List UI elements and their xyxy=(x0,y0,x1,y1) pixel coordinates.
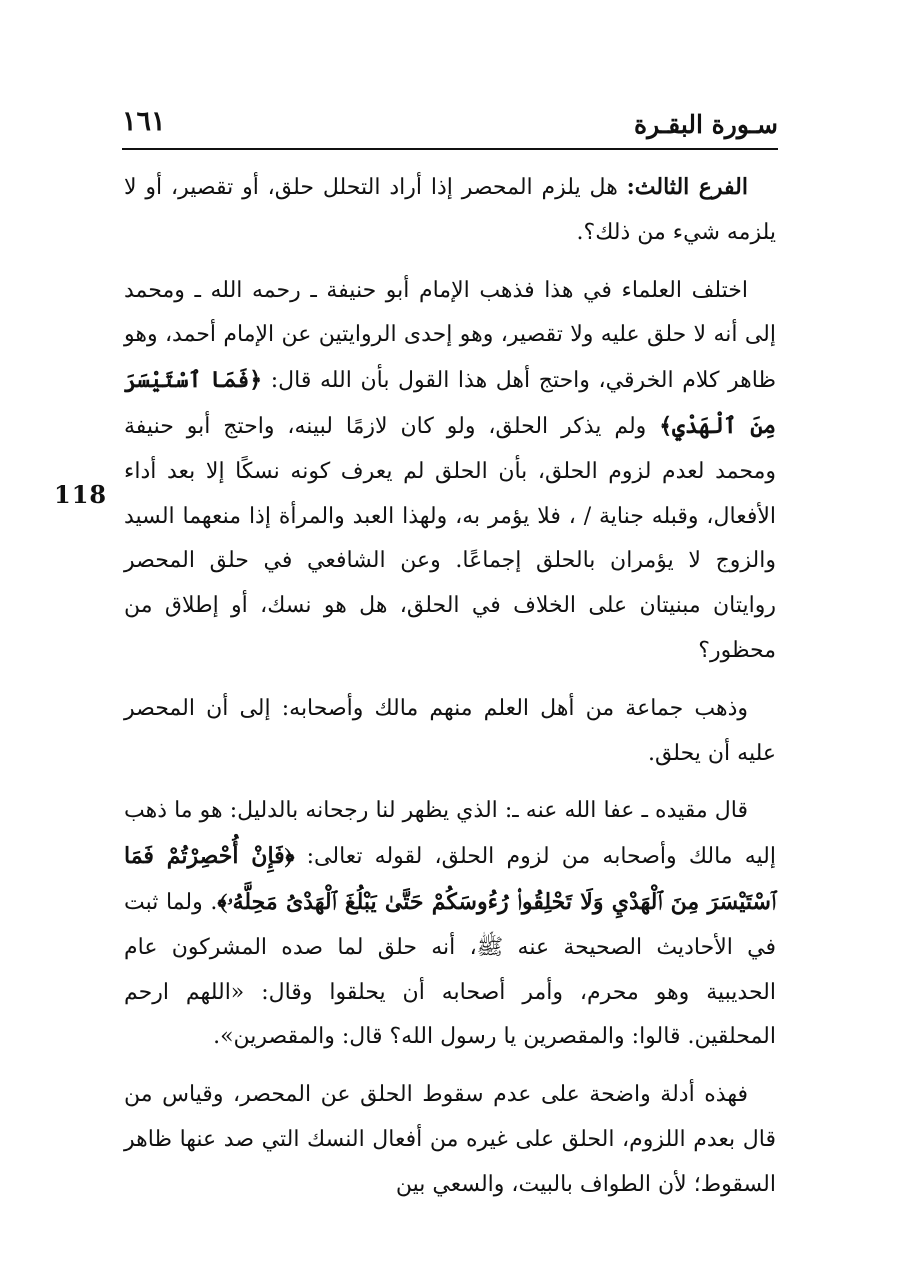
margin-page-reference: 118 xyxy=(54,480,108,509)
quran-verse: فَإِنْ أُحْصِرْتُمْ فَمَا ٱسْتَيْسَرَ مِنَ ٱلْهَدْيِ وَلَا تَحْلِقُوا۟ رُءُوسَكُمْ حَتَّىٰ يَبْلُغَ ٱلْهَدْىُ مَحِلَّهُۥ xyxy=(124,843,777,915)
page-number: ١٦١ xyxy=(122,106,166,137)
paragraph-text: قال مقيده ـ عفا الله عنه ـ: الذي يظهر لنا رجحانه بالدليل: هو ما ذهب إليه مالك وأصحابه من لزوم الحلق، لقوله تعالى: xyxy=(124,798,776,870)
section-label: الفرع الثالث: xyxy=(626,174,748,200)
paragraph-text: فهذه أدلة واضحة على عدم سقوط الحلق عن المحصر، وقياس من قال بعدم اللزوم، الحلق على غيره من أفعال النسك التي صد عنها ظاهر السقوط؛ لأن الطواف بالبيت، والسعي بين xyxy=(124,1082,776,1197)
quran-open-bracket: ﴿ xyxy=(249,367,263,394)
paragraph-conclusion xyxy=(124,1073,776,1207)
paragraph-third-branch xyxy=(124,165,776,256)
paragraph-scholars-disagreement xyxy=(124,269,776,674)
page-header xyxy=(122,106,778,150)
paragraph-text: اختلف العلماء في هذا فذهب الإمام أبو حنيفة ـ رحمه الله ـ ومحمد إلى أنه لا حلق عليه ولا تقصير، وهو إحدى الروايتين عن الإمام أحمد، وهو ظاهر كلام الخرقي، واحتج أهل هذا القول بأن الله قال: xyxy=(124,277,776,394)
quran-verse: فَمَا ٱسْتَيْسَرَ مِنَ ٱلْهَدْيِ xyxy=(124,367,776,439)
paragraph-author-opinion xyxy=(124,789,776,1060)
quran-close-bracket: ﴾ xyxy=(659,412,673,439)
paragraph-malik-view xyxy=(124,687,776,777)
paragraph-text: . ولما ثبت في الأحاديث الصحيحة عنه ﷺ، أنه حلق لما صده المشركون عام الحديبية وهو محرم، وأمر أصحابه أن يحلقوا وقال: «اللهم ارحم المحلقين. قالوا: والمقصرين يا رسول الله؟ قال: والمقصرين». xyxy=(124,889,776,1050)
paragraph-text: وذهب جماعة من أهل العلم منهم مالك وأصحابه: إلى أن المحصر عليه أن يحلق. xyxy=(124,695,776,766)
quran-close-bracket: ﴾ xyxy=(217,888,228,915)
page-body xyxy=(124,165,776,1221)
running-title: سـورة البقـرة xyxy=(633,110,778,139)
paragraph-text: ولم يذكر الحلق، ولو كان لازمًا لبينه، واحتج أبو حنيفة ومحمد لعدم لزوم الحلق، بأن الحلق لم يعرف كونه نسكًا إلا بعد أداء الأفعال، وقبله جناية / ، فلا يؤمر به، ولهذا العبد والمرأة إذا منعهما السيد والزوج لا يؤمران بالحلق إجماعًا. وعن الشافعي في حلق المحصر روايتان مبنيتان على الخلاف في الحلق، هل هو نسك، أو إطلاق من محظور؟ xyxy=(124,413,776,663)
quran-open-bracket: ﴿ xyxy=(284,843,295,870)
paragraph-text: هل يلزم المحصر إذا أراد التحلل حلق، أو تقصير، أو لا يلزمه شيء من ذلك؟. xyxy=(124,175,776,245)
